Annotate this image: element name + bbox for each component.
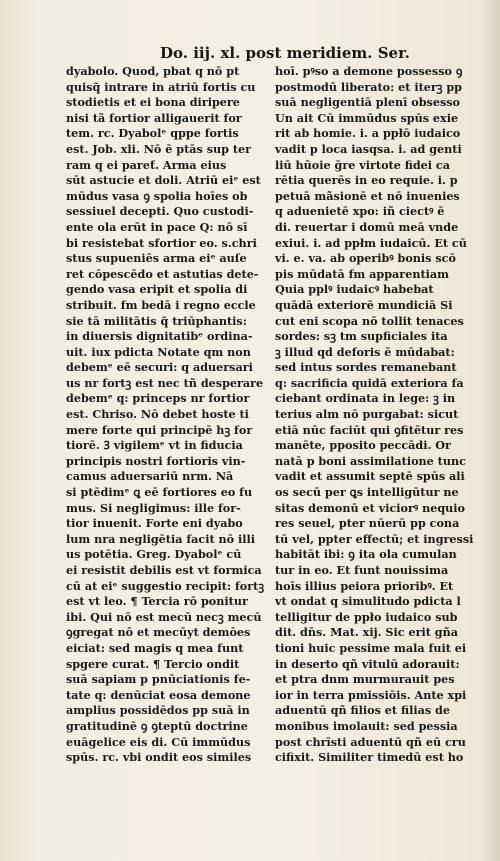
text-line: pis mūdatā fm apparentiam xyxy=(275,266,449,281)
text-line: debemᵉ q: princeps nr fortior xyxy=(66,391,250,406)
text-line: sed intus sordes remanebant xyxy=(275,360,457,375)
text-line: res seuel, pter nūerū pp cona xyxy=(275,516,460,531)
right-text-column xyxy=(275,64,480,766)
text-line: di. reuertar i domū meā vnde xyxy=(275,219,459,234)
text-line: tate q: denūciat eosa demone xyxy=(66,687,251,702)
text-line: vadit p loca iasqsa. i. ad genti xyxy=(275,141,462,156)
text-line: postmodū liberato: et iterꝫ pp xyxy=(275,79,463,94)
text-line: nisi tã fortior alligauerit for xyxy=(66,110,242,125)
text-line: Un ait Cū immūdus spūs exie xyxy=(275,110,459,125)
text-line: spūs. rc. vbi ondit eos similes xyxy=(66,750,252,765)
text-line: Quia pplꝰ iudaicꝰ habebat xyxy=(275,282,434,297)
text-line: et ptra dnm murmurauit pes xyxy=(275,672,455,687)
text-line: terius alm nō purgabat: sicut xyxy=(275,407,459,422)
text-line: tiorē. Ꝫ vigilemᵉ vt in fiducia xyxy=(66,438,243,453)
text-line: ior in terra pmissiōis. Ante xpi xyxy=(275,687,467,702)
text-line: hoī. pꝰso a demone possesso ꝯ xyxy=(275,64,463,78)
text-line: si ptēdimᵉ ꝗ eē fortiores eo fu xyxy=(66,485,253,500)
text-line: est. Chriso. Nō debet hoste ti xyxy=(66,407,249,422)
text-line: tū vel, ppter effectū; et ingressi xyxy=(275,531,474,546)
text-line: stus supueniēs arma eiᵉ auſe xyxy=(66,251,247,266)
text-line: ibi. Qui nō est mecū necꝫ mecū xyxy=(66,609,262,624)
text-line: bi resistebat sfortior eo. s.chri xyxy=(66,235,257,250)
text-line: euāgelice eis di. Cū immūdus xyxy=(66,734,251,749)
text-line: q aduenietē xpo: iñ ciectꝰ ē xyxy=(275,204,445,219)
text-line: quādā exteriorē mundiciā Si xyxy=(275,297,453,312)
text-line: cifixit. Similiter timedū est ho xyxy=(275,750,464,765)
text-line: etiā nūc faciūt qui ꝯfitētur res xyxy=(275,422,464,437)
text-line: post chrīsti aduentū qñ eū cru xyxy=(275,734,466,749)
text-line: tem. rc. Dyabolᵉ qppe fortis xyxy=(66,126,239,141)
text-line: stodietis et ei bona diripere xyxy=(66,95,240,110)
text-line: principis nostri fortioris vin- xyxy=(66,453,246,468)
left-text-column xyxy=(66,64,271,766)
text-line: cut eni scopa nō tollit tenaces xyxy=(275,313,464,328)
text-line: sordes: sꝫ tm supficiales ita xyxy=(275,329,448,344)
text-line: tur in eo. Et funt nouissima xyxy=(275,563,449,577)
text-line: gendo vasa eripit et spolia di xyxy=(66,282,248,297)
text-line: sūt astucie et doli. Atriū eiᵉ est xyxy=(66,173,261,188)
text-line: uit. iux pdicta Notate qm non xyxy=(66,344,251,359)
text-line: vi. e. va. ab operibꝰ bonis scō xyxy=(275,251,456,266)
text-line: tioni huic pessime mala fuit ei xyxy=(275,640,467,655)
running-title: Do. iij. xl. post meridiem. Ser. xyxy=(160,44,410,62)
text-line: aduentū qñ filios et filias de xyxy=(275,703,450,718)
text-line: q: sacrificia quidā exteriora fa xyxy=(275,375,464,390)
text-line: eiciat: sed magis q mea funt xyxy=(66,640,244,655)
text-line: gratitudinē ꝯ ꝯteptū doctrine xyxy=(66,718,248,733)
text-line: ram q ei pareƭ. Arma eius xyxy=(66,157,227,172)
page-edge-shadow xyxy=(482,0,500,861)
text-line: us nr fortꝫ est nec tñ desperare xyxy=(66,375,264,390)
text-line: sie tā militātis q̃ triūphantis: xyxy=(66,313,247,328)
text-line: in deserto qñ vitulū adorauit: xyxy=(275,656,460,671)
text-line: ꝫ illud qd deforis ē mūdabat: xyxy=(275,344,455,359)
text-line: spgere curat. ¶ Tercio ondit xyxy=(66,656,240,671)
text-line: habitāt ibi: ꝯ ita ola cumulan xyxy=(275,547,457,562)
text-line: ret cōpescēdo et astutias dete- xyxy=(66,266,259,281)
text-line: suā negligentiā plenī obsesso xyxy=(275,95,461,110)
text-line: dit. dn̄s. Mat. xij. Sic erit gña xyxy=(275,625,458,640)
text-line: liū hūoie ḡre virtote fidei ca xyxy=(275,157,450,172)
text-line: mus. Si negligimus: ille for- xyxy=(66,500,241,515)
text-line: ei resistit debilis est vt formica xyxy=(66,563,262,577)
text-line: est. Job. xli. Nō ē ptās sup ter xyxy=(66,141,252,156)
text-line: us potētia. Greg. Dyabolᵉ cū xyxy=(66,547,242,562)
text-line: sitas demonū et viciorꝰ nequio xyxy=(275,500,465,515)
text-line: ciebant ordinata in lege: ꝫ in xyxy=(275,391,456,406)
text-line: amplius possidēdos pp suā in xyxy=(66,703,250,718)
text-line: telligitur de ppło iudaico sub xyxy=(275,609,458,624)
text-line: tior inuenit. Forte eni dyabo xyxy=(66,516,243,531)
text-line: petuā mãsionē et nō inuenies xyxy=(275,188,460,203)
text-line: debemᵉ eē securi: q aduersari xyxy=(66,360,253,375)
text-line: cū at eiᵉ suggestio recipit: fortꝫ xyxy=(66,578,265,593)
text-line: mere forte qui principē hꝫ for xyxy=(66,422,253,437)
text-line: stribuit. fm bedā i regno eccle xyxy=(66,297,256,312)
text-line: vadit et assumit septē spūs ali xyxy=(275,469,465,484)
text-line: monibus imolauit: sed pessia xyxy=(275,718,458,733)
text-line: vt ondat q simulitudo pdicta l xyxy=(275,594,461,609)
text-line: rētia querēs in eo requie. i. p xyxy=(275,173,458,188)
text-line: ꝯgregat nō et mecūyt demōes xyxy=(66,625,251,640)
text-line: hoīs illius peiora prioribꝰ. Et xyxy=(275,578,454,593)
text-line: ente ola erūt in pace Q: nō sī xyxy=(66,219,248,234)
text-line: suā sapiam p pnūciationis fe- xyxy=(66,672,251,687)
text-line: camus aduersariū nrm. Nā xyxy=(66,469,234,484)
text-line: quisq̃ intrare in atriū fortis cu xyxy=(66,79,256,94)
text-line: natā p boni assimilatione tunc xyxy=(275,453,466,468)
text-line: lum nra negligētia facit nō illi xyxy=(66,531,256,546)
text-line: mūdus vasa ꝯ spolia hoīes ob xyxy=(66,188,248,203)
text-line: dyabolo. Quod, pbat q nō pt xyxy=(66,64,240,78)
text-line: exiui. i. ad ppłm iudaicū. Et cū xyxy=(275,235,467,250)
text-line: manēte, pposito peccādi. Or xyxy=(275,438,451,453)
text-line: rit ab homie. i. a ppłō iudaico xyxy=(275,126,461,141)
text-line: sessiuel decepti. Quo custodi- xyxy=(66,204,254,219)
text-line: est vt leo. ¶ Tercia rō ponitur xyxy=(66,594,248,609)
text-line: os secū per ꝗs intelligūtur ne xyxy=(275,485,459,500)
text-line: in diuersis dignitatibᵉ ordina- xyxy=(66,329,253,344)
